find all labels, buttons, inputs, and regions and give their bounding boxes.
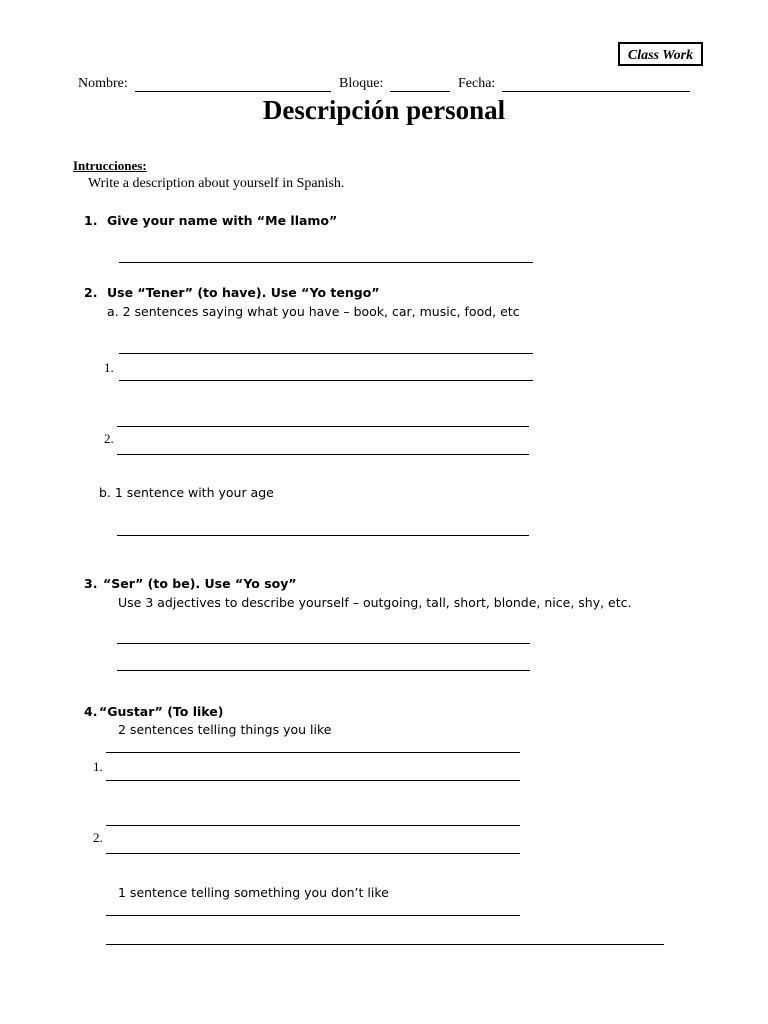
q4-line-5[interactable] xyxy=(106,915,520,916)
bloque-label: Bloque: xyxy=(339,76,384,91)
class-work-badge: Class Work xyxy=(618,42,703,66)
q3-line-1[interactable] xyxy=(117,643,530,644)
q3-number: 3. xyxy=(84,576,98,591)
q4-line-1[interactable] xyxy=(106,752,520,753)
q2a-text: a. 2 sentences saying what you have – book, car, music, food, etc xyxy=(107,304,520,319)
q2-line-1[interactable] xyxy=(119,353,533,354)
q3-text: “Ser” (to be). Use “Yo soy” xyxy=(103,576,297,591)
q4-item-2-number: 2. xyxy=(93,830,103,845)
q4-text: “Gustar” (To like) xyxy=(99,704,224,719)
q2b-answer-line[interactable] xyxy=(117,535,529,536)
q2-number: 2. xyxy=(84,285,98,300)
q4-sub2-text: 1 sentence telling something you don’t like xyxy=(118,885,389,900)
q4-number: 4. xyxy=(84,704,98,719)
bloque-field[interactable] xyxy=(390,91,450,92)
q2-item-2-number: 2. xyxy=(104,431,114,446)
q4-line-4[interactable] xyxy=(106,853,520,854)
q4-line-2[interactable] xyxy=(106,780,520,781)
page-title: Descripción personal xyxy=(262,95,506,125)
q1-number: 1. xyxy=(84,213,98,228)
q3-line-2[interactable] xyxy=(117,670,530,671)
instructions-text: Write a description about yourself in Spanish. xyxy=(88,176,345,191)
q2-text: Use “Tener” (to have). Use “Yo tengo” xyxy=(107,285,380,300)
q2-line-4[interactable] xyxy=(117,454,529,455)
q2-item-1-number: 1. xyxy=(104,360,114,375)
instructions-label: Intrucciones: xyxy=(73,158,147,173)
fecha-label: Fecha: xyxy=(458,76,496,91)
q2-line-3[interactable] xyxy=(117,426,529,427)
nombre-field[interactable] xyxy=(135,91,331,92)
q1-text: Give your name with “Me llamo” xyxy=(107,213,338,228)
q4-line-3[interactable] xyxy=(106,825,520,826)
q2-line-2[interactable] xyxy=(119,380,533,381)
q4-line-6[interactable] xyxy=(106,944,664,945)
nombre-label: Nombre: xyxy=(78,76,128,91)
q4-sub1-text: 2 sentences telling things you like xyxy=(118,722,332,737)
q4-item-1-number: 1. xyxy=(93,759,103,774)
fecha-field[interactable] xyxy=(502,91,690,92)
q2b-text: b. 1 sentence with your age xyxy=(99,485,274,500)
q1-answer-line[interactable] xyxy=(119,262,533,263)
q3-sub-text: Use 3 adjectives to describe yourself – outgoing, tall, short, blonde, nice, shy, etc. xyxy=(118,595,632,610)
